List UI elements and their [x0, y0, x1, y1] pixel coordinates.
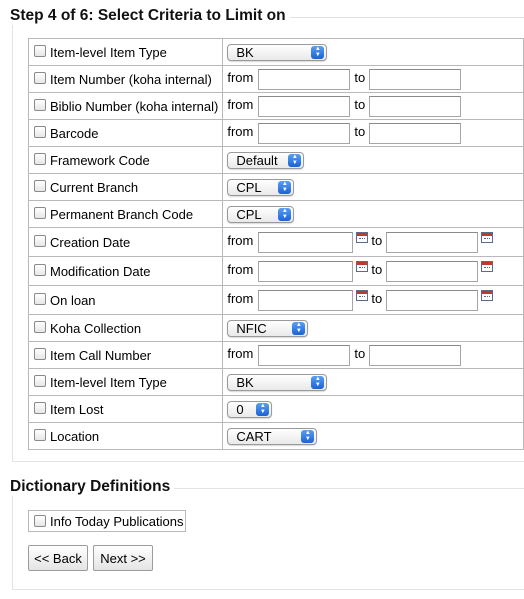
criteria-row [29, 396, 524, 423]
criteria-row [29, 228, 524, 257]
criteria-select[interactable] [227, 401, 272, 418]
criteria-row [29, 423, 524, 450]
criteria-value-cell [223, 174, 524, 201]
criteria-checkbox[interactable] [34, 126, 46, 138]
range-to-label: to [371, 262, 383, 278]
criteria-label: Koha Collection [50, 321, 142, 337]
criteria-checkbox[interactable] [34, 235, 46, 247]
range-from-input[interactable] [258, 123, 350, 144]
criteria-select[interactable] [227, 320, 308, 337]
criteria-label-cell [29, 120, 223, 147]
criteria-label-cell [29, 228, 223, 257]
criteria-value-cell [223, 147, 524, 174]
calendar-icon[interactable] [356, 261, 368, 272]
range-to-input[interactable] [386, 290, 478, 311]
criteria-row [29, 342, 524, 369]
range-to-label: to [354, 124, 366, 140]
criteria-checkbox[interactable] [34, 402, 46, 414]
range-from-label: from [227, 70, 254, 86]
criteria-row [29, 257, 524, 286]
criteria-select-value: CART [236, 428, 272, 444]
range-from-label: from [227, 233, 254, 249]
criteria-checkbox[interactable] [34, 180, 46, 192]
criteria-checkbox[interactable] [34, 375, 46, 387]
criteria-row [29, 369, 524, 396]
criteria-value-cell [223, 120, 524, 147]
calendar-icon[interactable] [481, 290, 493, 301]
criteria-label-cell [29, 93, 223, 120]
criteria-label: Item Call Number [50, 348, 152, 364]
criteria-checkbox[interactable] [34, 207, 46, 219]
criteria-label: Item Number (koha internal) [50, 72, 212, 88]
range-to-input[interactable] [369, 96, 461, 117]
criteria-select-value: Default [236, 152, 278, 168]
criteria-row [29, 120, 524, 147]
dictionary-checkbox[interactable] [34, 515, 46, 527]
criteria-checkbox[interactable] [34, 264, 46, 276]
range-to-input[interactable] [386, 261, 478, 282]
criteria-label: Biblio Number (koha internal) [50, 99, 219, 115]
range-from-input[interactable] [258, 261, 353, 282]
criteria-select-value: CPL [236, 179, 262, 195]
range-to-label: to [371, 233, 383, 249]
range-from-input[interactable] [258, 69, 350, 90]
criteria-value-cell [223, 66, 524, 93]
range-from-label: from [227, 346, 254, 362]
dictionary-title: Dictionary Definitions [10, 478, 174, 496]
criteria-label-cell [29, 423, 223, 450]
range-to-input[interactable] [369, 69, 461, 90]
select-arrows-icon: ▲ ▼ [278, 181, 291, 194]
dictionary-item-label: Info Today Publications [50, 513, 184, 529]
criteria-value-cell [223, 315, 524, 342]
select-arrows-icon: ▲ ▼ [256, 403, 269, 416]
criteria-label: Creation Date [50, 235, 131, 251]
criteria-value-cell [223, 396, 524, 423]
criteria-value-cell [223, 201, 524, 228]
criteria-label: Location [50, 429, 100, 445]
criteria-label-cell [29, 286, 223, 315]
criteria-label-cell [29, 315, 223, 342]
range-from-label: from [227, 124, 254, 140]
calendar-icon[interactable] [481, 232, 493, 243]
criteria-value-cell [223, 39, 524, 66]
criteria-value-cell [223, 228, 524, 257]
criteria-label-cell [29, 396, 223, 423]
criteria-select-value: BK [236, 374, 254, 390]
calendar-icon[interactable] [356, 290, 368, 301]
range-from-label: from [227, 262, 254, 278]
range-to-label: to [354, 97, 366, 113]
range-from-label: from [227, 291, 254, 307]
criteria-label: Item-level Item Type [50, 375, 167, 391]
step-title: Step 4 of 6: Select Criteria to Limit on [10, 7, 290, 25]
range-from-input[interactable] [258, 345, 350, 366]
criteria-value-cell [223, 369, 524, 396]
criteria-checkbox[interactable] [34, 45, 46, 57]
criteria-select[interactable] [227, 179, 294, 196]
criteria-value-cell [223, 93, 524, 120]
criteria-label-cell [29, 147, 223, 174]
criteria-label-cell [29, 174, 223, 201]
criteria-label-cell [29, 201, 223, 228]
criteria-label-cell [29, 39, 223, 66]
select-arrows-icon: ▲ ▼ [311, 46, 324, 59]
criteria-row [29, 39, 524, 66]
criteria-select[interactable] [227, 374, 327, 391]
criteria-checkbox[interactable] [34, 99, 46, 111]
range-to-label: to [354, 346, 366, 362]
criteria-value-cell [223, 423, 524, 450]
dictionary-item-info-today-publications[interactable] [28, 510, 186, 532]
criteria-checkbox[interactable] [34, 348, 46, 360]
criteria-table [28, 38, 524, 450]
range-to-input[interactable] [386, 232, 478, 253]
select-arrows-icon: ▲ ▼ [301, 430, 314, 443]
criteria-select[interactable] [227, 152, 304, 169]
criteria-label: Modification Date [50, 264, 151, 280]
range-from-input[interactable] [258, 290, 353, 311]
range-to-label: to [371, 291, 383, 307]
dictionary-fieldset [12, 488, 524, 590]
select-arrows-icon: ▲ ▼ [292, 322, 305, 335]
criteria-checkbox[interactable] [34, 321, 46, 333]
criteria-value-cell [223, 257, 524, 286]
back-button[interactable]: << Back [28, 545, 88, 571]
criteria-label: Item-level Item Type [50, 45, 167, 61]
next-button[interactable]: Next >> [93, 545, 153, 571]
range-to-input[interactable] [369, 123, 461, 144]
criteria-label-cell [29, 66, 223, 93]
criteria-checkbox[interactable] [34, 429, 46, 441]
criteria-label: Permanent Branch Code [50, 207, 194, 223]
criteria-label: Item Lost [50, 402, 104, 418]
range-from-input[interactable] [258, 232, 353, 253]
criteria-row [29, 201, 524, 228]
criteria-checkbox[interactable] [34, 153, 46, 165]
criteria-row [29, 286, 524, 315]
select-arrows-icon: ▲ ▼ [278, 208, 291, 221]
range-to-label: to [354, 70, 366, 86]
criteria-row [29, 93, 524, 120]
calendar-icon[interactable] [356, 232, 368, 243]
criteria-select[interactable] [227, 206, 294, 223]
criteria-select[interactable] [227, 428, 317, 445]
range-from-label: from [227, 97, 254, 113]
criteria-label: Framework Code [50, 153, 150, 169]
criteria-select-value: CPL [236, 206, 262, 222]
criteria-checkbox[interactable] [34, 72, 46, 84]
select-arrows-icon: ▲ ▼ [288, 154, 301, 167]
criteria-row [29, 174, 524, 201]
criteria-label-cell [29, 257, 223, 286]
criteria-select-value: BK [236, 44, 254, 60]
select-arrows-icon: ▲ ▼ [311, 376, 324, 389]
criteria-row [29, 147, 524, 174]
criteria-value-cell [223, 342, 524, 369]
criteria-label-cell [29, 342, 223, 369]
criteria-value-cell [223, 286, 524, 315]
criteria-select-value: 0 [236, 401, 244, 417]
criteria-label: Current Branch [50, 180, 139, 196]
criteria-checkbox[interactable] [34, 293, 46, 305]
range-to-input[interactable] [369, 345, 461, 366]
criteria-label: On loan [50, 293, 96, 309]
criteria-select-value: NFIC [236, 320, 267, 336]
criteria-select[interactable] [227, 44, 327, 61]
calendar-icon[interactable] [481, 261, 493, 272]
criteria-row [29, 66, 524, 93]
criteria-label-cell [29, 369, 223, 396]
criteria-label: Barcode [50, 126, 99, 142]
range-from-input[interactable] [258, 96, 350, 117]
criteria-row [29, 315, 524, 342]
